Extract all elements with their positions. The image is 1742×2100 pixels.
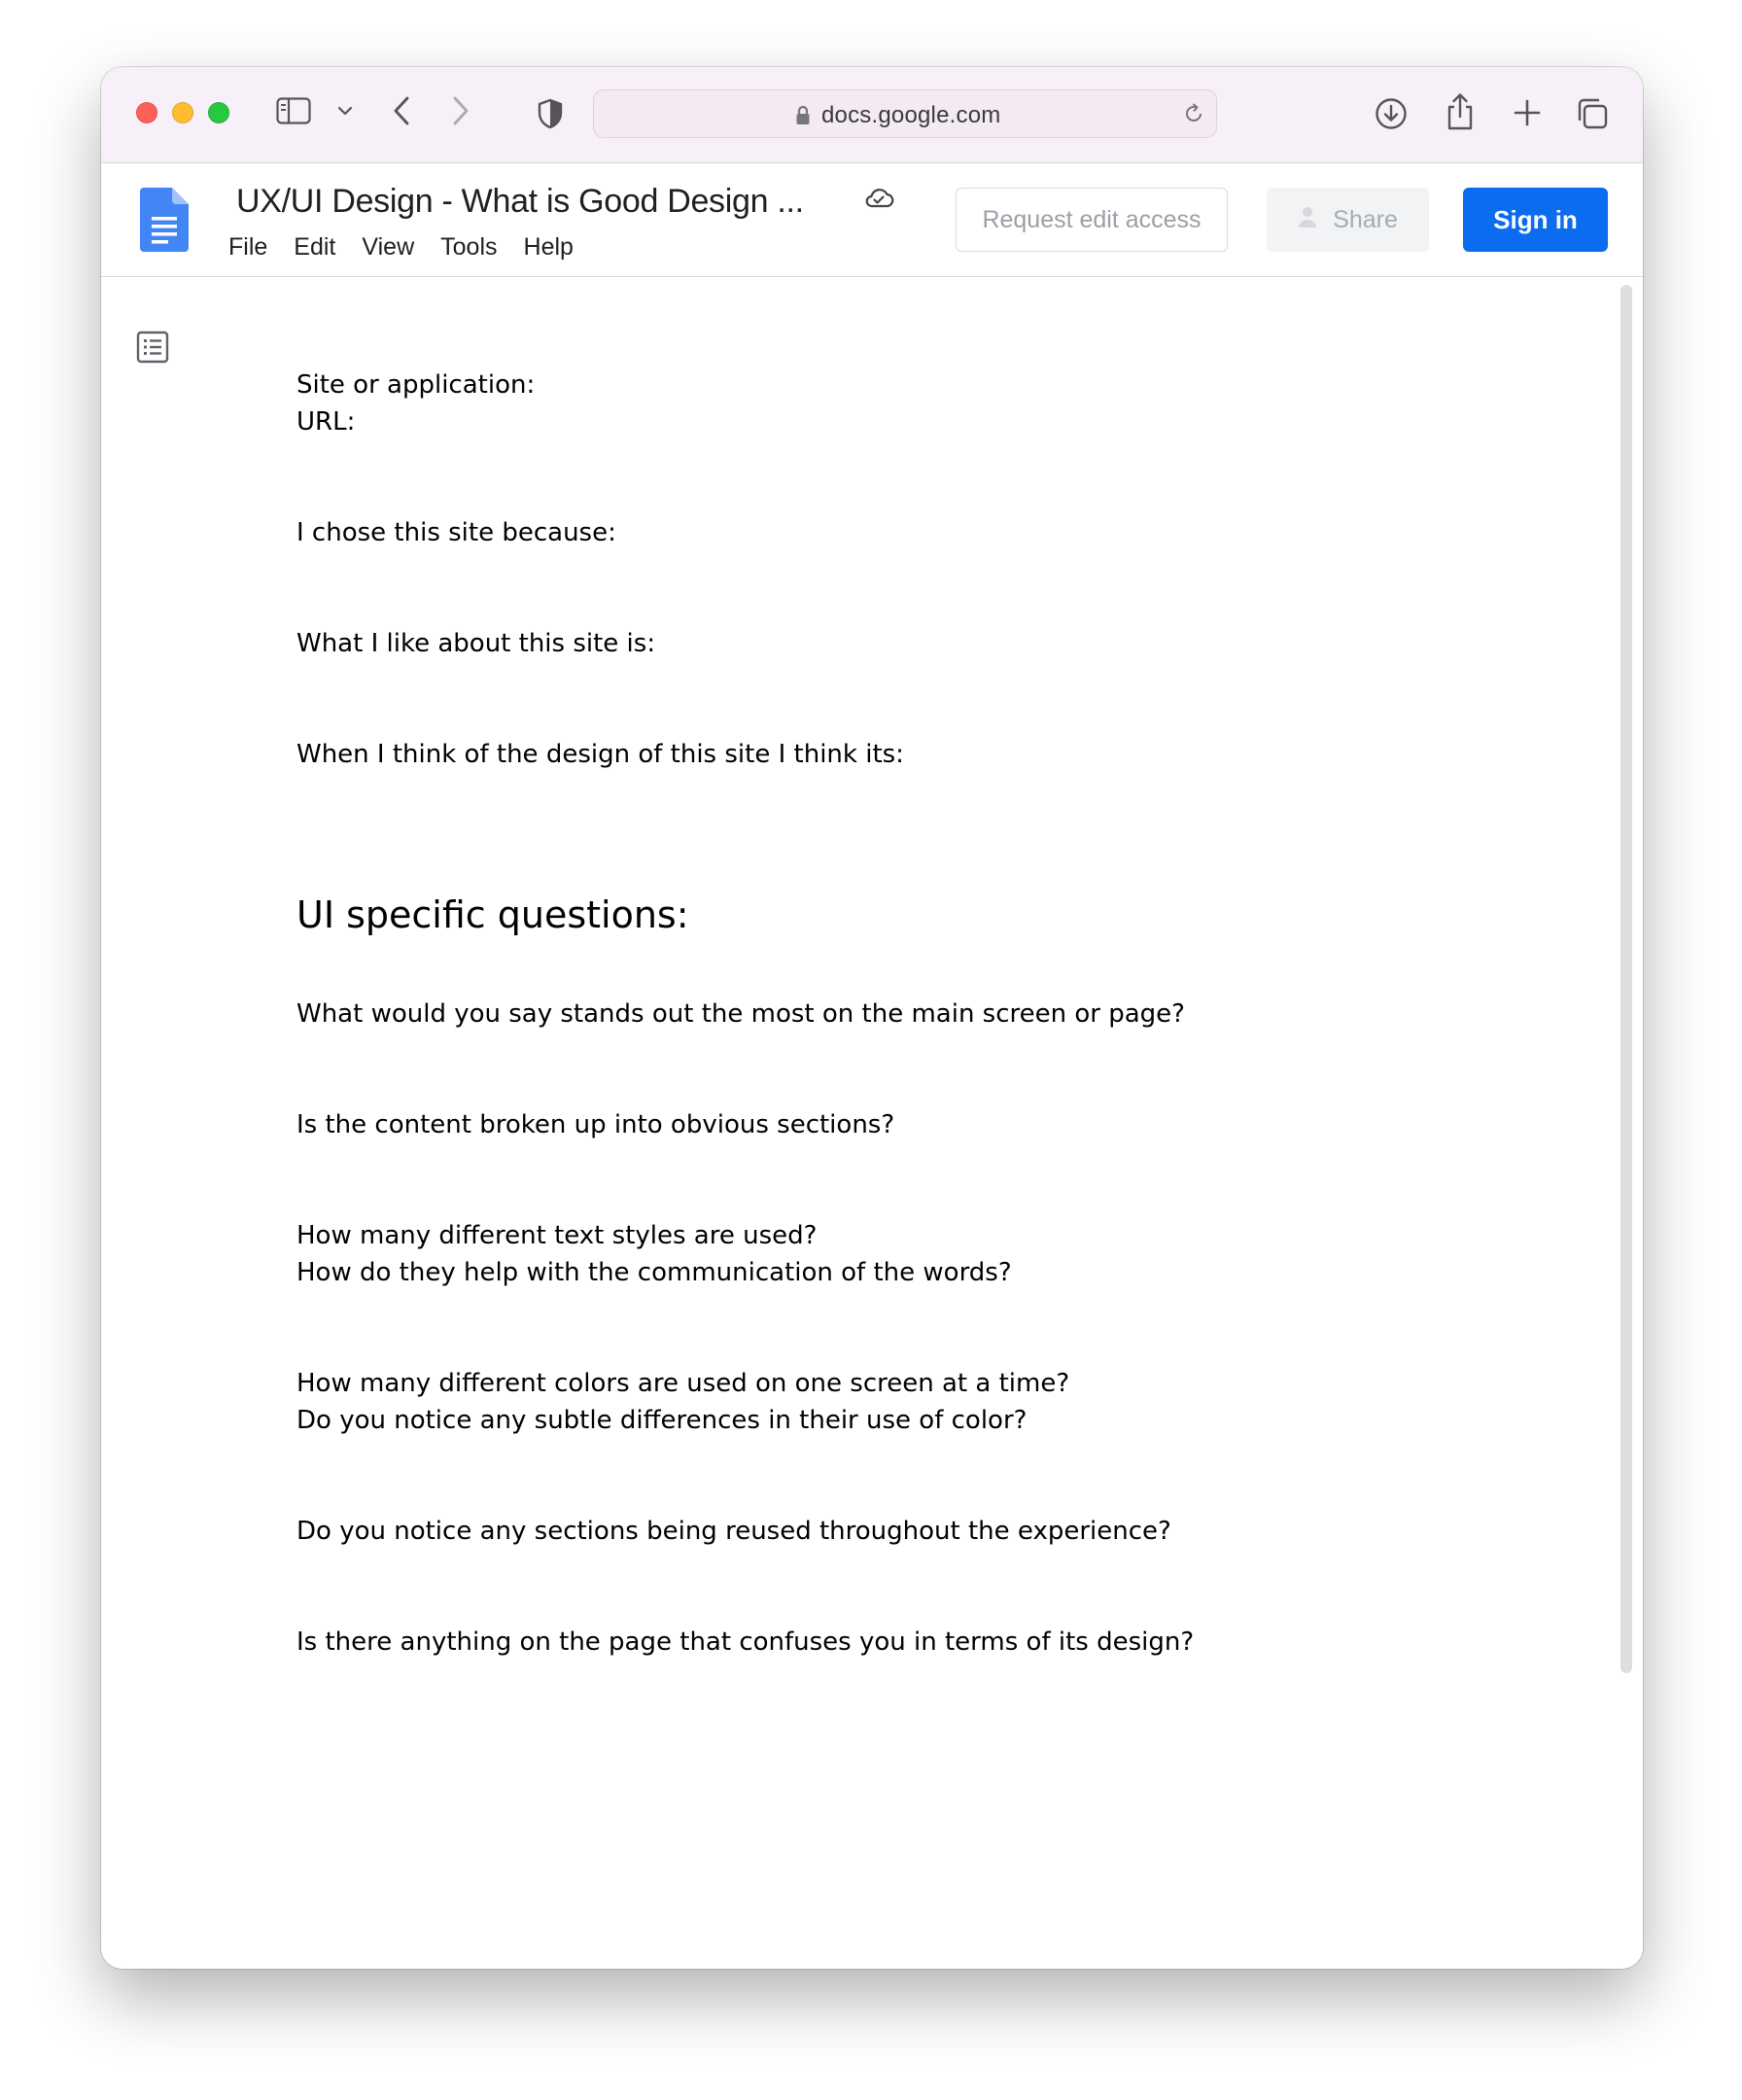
address-url: docs.google.com bbox=[821, 102, 1001, 128]
menu-tools[interactable]: Tools bbox=[440, 233, 498, 261]
doc-line-sections: Is the content broken up into obvious sections? bbox=[296, 1110, 895, 1139]
document-canvas bbox=[101, 278, 1643, 1969]
tabs-overview-icon[interactable] bbox=[1576, 97, 1609, 130]
browser-toolbar bbox=[101, 67, 1643, 163]
shield-icon[interactable] bbox=[537, 98, 564, 129]
menu-edit[interactable]: Edit bbox=[294, 233, 336, 261]
menu-view[interactable]: View bbox=[362, 233, 415, 261]
doc-line-reused: Do you notice any sections being reused throughout the experience? bbox=[296, 1517, 1171, 1546]
document-title[interactable]: UX/UI Design - What is Good Design ... bbox=[236, 183, 804, 220]
doc-line-think: When I think of the design of this site I think its: bbox=[296, 740, 904, 769]
zoom-window-button[interactable] bbox=[208, 102, 229, 123]
doc-line-like: What I like about this site is: bbox=[296, 629, 656, 658]
doc-line-text-styles: How many different text styles are used? bbox=[296, 1221, 818, 1250]
share-button-label: Share bbox=[1333, 205, 1398, 233]
person-icon bbox=[1298, 205, 1317, 235]
new-tab-icon[interactable] bbox=[1513, 98, 1542, 127]
doc-line-stands-out: What would you say stands out the most on the main screen or page? bbox=[296, 999, 1185, 1029]
docs-menu-bar bbox=[228, 233, 600, 262]
reload-icon[interactable] bbox=[1182, 102, 1205, 130]
forward-icon[interactable] bbox=[452, 95, 470, 126]
close-window-button[interactable] bbox=[136, 102, 157, 123]
share-icon[interactable] bbox=[1445, 92, 1476, 131]
doc-line-colors: How many different colors are used on one screen at a time? bbox=[296, 1369, 1070, 1398]
doc-line-chose: I chose this site because: bbox=[296, 518, 616, 547]
doc-heading-ui-questions: UI specific questions: bbox=[296, 893, 689, 936]
back-icon[interactable] bbox=[393, 95, 410, 126]
menu-help[interactable]: Help bbox=[523, 233, 574, 261]
doc-line-confuses: Is there anything on the page that confuses you in terms of its design? bbox=[296, 1628, 1195, 1657]
address-bar[interactable] bbox=[593, 89, 1217, 138]
browser-window bbox=[101, 67, 1643, 1969]
doc-line-url: URL: bbox=[296, 407, 356, 437]
docs-header bbox=[101, 163, 1643, 277]
vertical-scrollbar[interactable] bbox=[1620, 285, 1632, 1673]
doc-line-site: Site or application: bbox=[296, 370, 536, 400]
doc-line-color-differences: Do you notice any subtle differences in their use of color? bbox=[296, 1406, 1028, 1435]
doc-line-communication: How do they help with the communication of the words? bbox=[296, 1258, 1012, 1287]
sign-in-button[interactable]: Sign in bbox=[1463, 188, 1608, 252]
docs-logo-icon[interactable] bbox=[140, 188, 189, 257]
menu-file[interactable]: File bbox=[228, 233, 268, 261]
share-button[interactable] bbox=[1267, 188, 1429, 252]
download-icon[interactable] bbox=[1375, 97, 1408, 130]
document-outline-icon[interactable] bbox=[136, 331, 169, 368]
lock-icon bbox=[795, 105, 811, 130]
minimize-window-button[interactable] bbox=[172, 102, 193, 123]
cloud-saved-icon[interactable] bbox=[863, 187, 894, 215]
sidebar-icon[interactable] bbox=[276, 97, 311, 124]
request-edit-access-button[interactable]: Request edit access bbox=[956, 188, 1228, 252]
chevron-down-icon[interactable] bbox=[337, 106, 353, 117]
